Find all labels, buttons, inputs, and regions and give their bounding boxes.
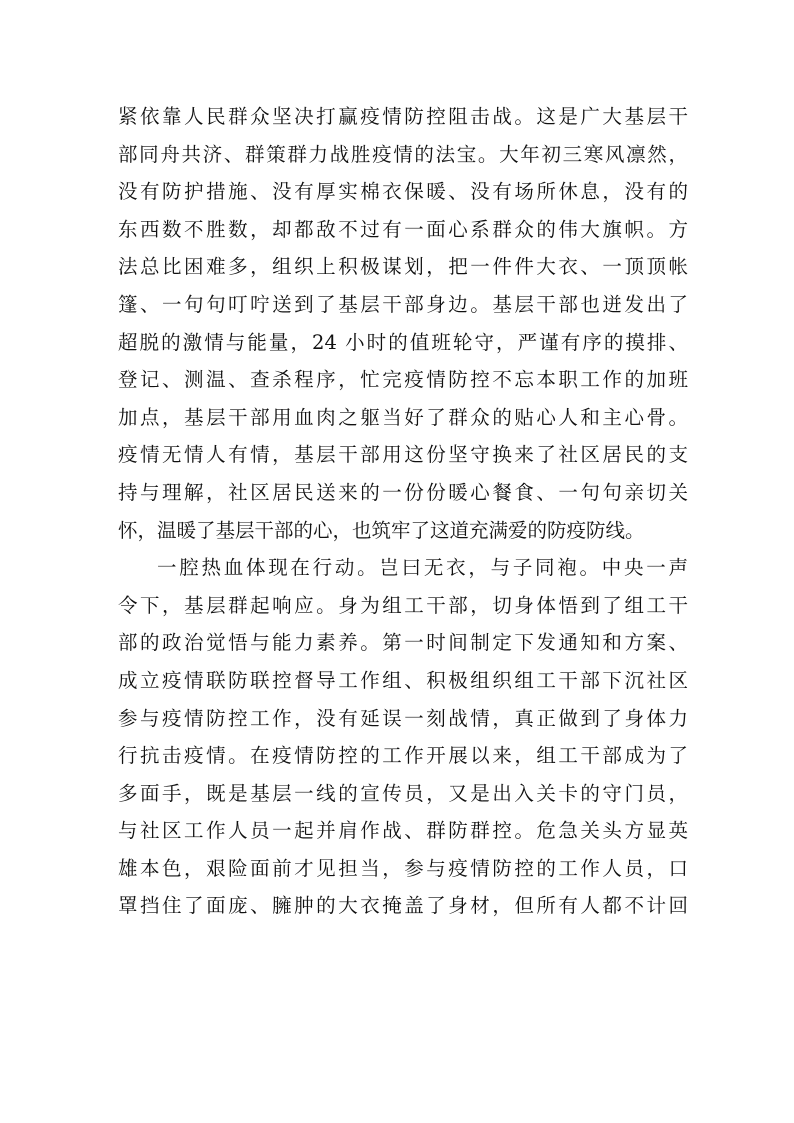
text-line: 成立疫情联防联控督导工作组、积极组织组工干部下沉社区 [118,668,688,692]
text-line: 雄本色，艰险面前才见担当，参与疫情防控的工作人员，口 [118,856,688,880]
text-line: 与社区工作人员一起并肩作战、群防群控。危急关头方显英 [118,819,688,843]
text-line: 紧依靠人民群众坚决打赢疫情防控阻击战。这是广大基层干 [118,105,688,128]
text-line: 篷、一句句叮咛送到了基层干部身边。基层干部也迸发出了 [118,292,688,316]
text-line: 部的政治觉悟与能力素养。第一时间制定下发通知和方案、 [118,631,688,655]
text-line: 持与理解，社区居民送来的一份份暖心餐食、一句句亲切关 [118,480,688,504]
text-line: 多面手，既是基层一线的宣传员，又是出入关卡的守门员， [118,781,688,805]
text-line: 部同舟共济、群策群力战胜疫情的法宝。大年初三寒风凛然， [118,142,688,166]
text-line: 没有防护措施、没有厚实棉衣保暖、没有场所休息，没有的 [118,180,688,204]
text-line: 登记、测温、查杀程序，忙完疫情防控不忘本职工作的加班 [118,368,688,392]
text-line: 一腔热血体现在行动。岂曰无衣，与子同袍。中央一声 [157,556,688,580]
text-line: 加点，基层干部用血肉之躯当好了群众的贴心人和主心骨。 [118,405,688,429]
text-line: 怀，温暖了基层干部的心，也筑牢了这道充满爱的防疫防线。 [118,518,645,542]
text-line: 疫情无情人有情，基层干部用这份坚守换来了社区居民的支 [118,443,688,467]
text-line: 法总比困难多，组织上积极谋划，把一件件大衣、一顶顶帐 [118,255,688,279]
text-line: 令下，基层群起响应。身为组工干部，切身体悟到了组工干 [118,593,688,617]
text-line: 东西数不胜数，却都敌不过有一面心系群众的伟大旗帜。方 [118,217,688,241]
text-line: 行抗击疫情。在疫情防控的工作开展以来，组工干部成为了 [118,744,688,768]
body-text [118,98,688,925]
text-line: 罩挡住了面庞、臃肿的大衣掩盖了身材，但所有人都不计回 [118,894,688,918]
text-line: 超脱的激情与能量，24 小时的值班轮守，严谨有序的摸排、 [118,330,688,354]
text-line: 参与疫情防控工作，没有延误一刻战情，真正做到了身体力 [118,706,688,730]
